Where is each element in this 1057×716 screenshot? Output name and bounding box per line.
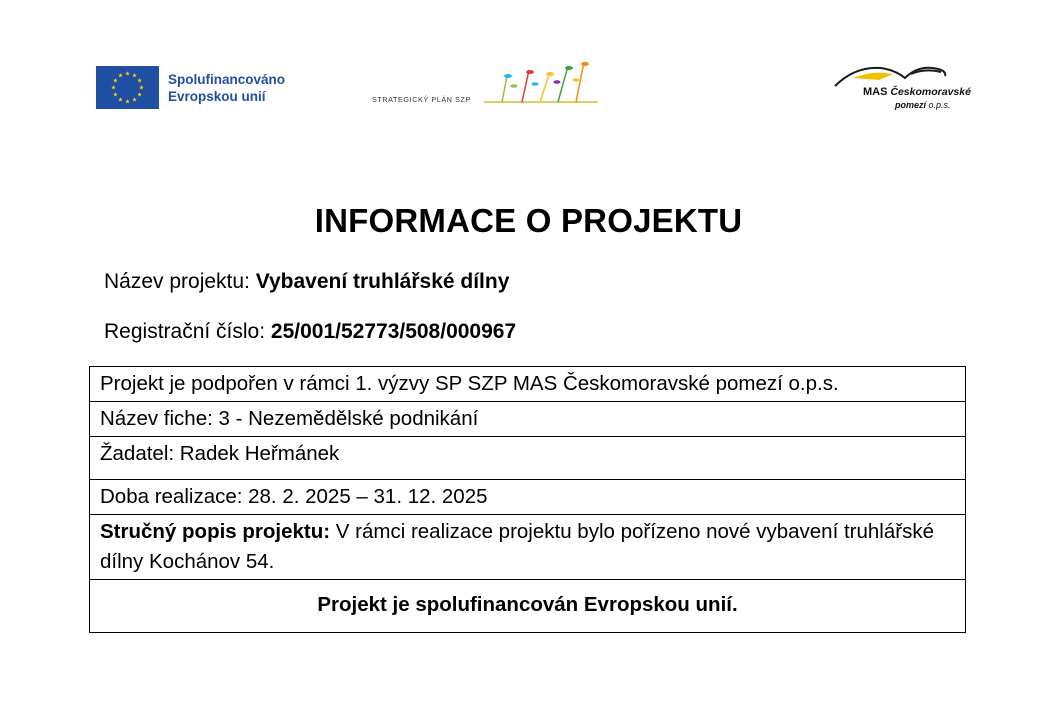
summary-label: Stručný popis projektu: xyxy=(100,520,331,543)
project-name-label: Název projektu: xyxy=(104,270,256,293)
table-row xyxy=(90,437,966,480)
cofinance-cell: Projekt je spolufinancován Evropskou unií. xyxy=(90,580,966,633)
project-info-table xyxy=(89,366,966,633)
support-cell: Projekt je podpořen v rámci 1. výzvy SP SZP MAS Českomoravské pomezí o.p.s. xyxy=(90,367,966,402)
mas-sub2: o.p.s. xyxy=(928,100,951,110)
table-row xyxy=(90,580,966,633)
registration-value: 25/001/52773/508/000967 xyxy=(270,320,517,343)
mas-sub: pomezí xyxy=(895,100,927,110)
page-title: INFORMACE O PROJEKTU xyxy=(314,202,743,239)
project-name-value: Vybavení truhlářské dílny xyxy=(255,270,510,293)
mas-text: Českomoravské xyxy=(890,86,971,98)
period-cell: Doba realizace: 28. 2. 2025 – 31. 12. 2025 xyxy=(90,480,966,515)
table-row xyxy=(90,367,966,402)
project-name-line xyxy=(104,270,509,294)
mas-name: MAS xyxy=(863,86,888,98)
szp-text: STRATEGICKÝ PLÁN SZP xyxy=(372,95,471,104)
eu-text-line2: Evropskou unií xyxy=(168,88,266,104)
mas-hills-icon xyxy=(833,64,973,88)
registration-line xyxy=(104,320,516,344)
summary-text: V rámci realizace projektu bylo pořízeno nové vybavení truhlářské dílny Kochánov 54. xyxy=(100,520,934,573)
eu-text-line1: Spolufinancováno xyxy=(168,71,286,87)
table-row xyxy=(90,480,966,515)
fiche-cell: Název fiche: 3 - Nezemědělské podnikání xyxy=(90,402,966,437)
summary-cell xyxy=(90,515,966,580)
eu-logo xyxy=(96,66,285,109)
table-row xyxy=(90,515,966,580)
table-row xyxy=(90,402,966,437)
applicant-cell: Žadatel: Radek Heřmánek xyxy=(90,437,966,480)
registration-label: Registrační číslo: xyxy=(104,320,271,343)
mas-logo xyxy=(833,64,973,114)
eu-flag-icon xyxy=(96,66,159,109)
